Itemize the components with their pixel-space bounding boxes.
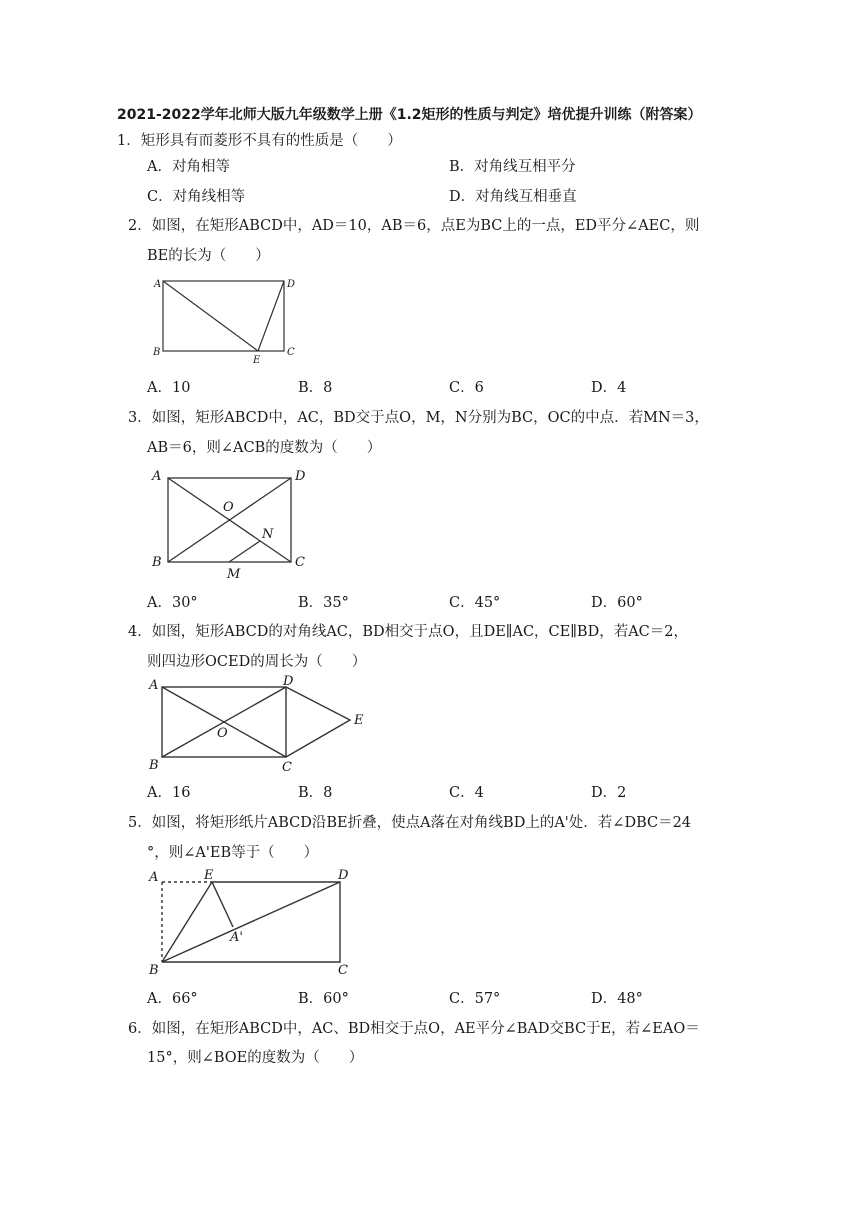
q2-segment-ed xyxy=(258,281,284,351)
q4-label-d: D xyxy=(283,674,294,689)
q5-label-d: D xyxy=(338,868,349,883)
question-3-stem-cont: AB＝6，则∠ACB的度数为（ ） xyxy=(147,440,382,456)
q2-label-c: C xyxy=(287,347,295,358)
q1-option-c: C．对角线相等 xyxy=(147,189,246,205)
q5-segment-ea xyxy=(212,882,233,927)
q4-label-c: C xyxy=(282,760,292,775)
q4-label-e: E xyxy=(354,713,364,728)
q5-label-c: C xyxy=(338,963,348,978)
q5-figure xyxy=(146,866,358,978)
q3-label-b: B xyxy=(152,555,162,570)
q5-option-d: D．48° xyxy=(591,991,643,1007)
q3-label-n: N xyxy=(262,527,274,542)
question-5-stem: 5．如图，将矩形纸片ABCD沿BE折叠，使点A落在对角线BD上的A'处．若∠DBC＝24 xyxy=(128,815,692,831)
q4-option-d: D．2 xyxy=(591,785,627,801)
q5-diagonal-bd xyxy=(162,882,340,962)
document-title: 2021-2022学年北师大版九年级数学上册《1.2矩形的性质与判定》培优提升训练（附答案） xyxy=(117,107,702,123)
q2-option-a: A．10 xyxy=(147,380,191,396)
question-5-stem-cont: °，则∠A'EB等于（ ） xyxy=(147,845,319,861)
q3-option-c: C．45° xyxy=(449,595,501,611)
question-2-stem: 2．如图，在矩形ABCD中，AD＝10，AB＝6，点E为BC上的一点，ED平分∠AEC，则 xyxy=(128,218,700,234)
q2-segment-ae xyxy=(163,281,258,351)
q3-label-c: C xyxy=(295,555,305,570)
q4-label-o: O xyxy=(217,726,228,741)
q5-option-b: B．60° xyxy=(298,991,349,1007)
q4-option-b: B．8 xyxy=(298,785,333,801)
q1-option-a: A．对角相等 xyxy=(147,159,230,175)
q4-option-a: A．16 xyxy=(147,785,191,801)
q3-label-a: A xyxy=(152,469,162,484)
question-4-stem: 4．如图，矩形ABCD的对角线AC，BD相交于点O，且DE∥AC，CE∥BD，若AC＝2， xyxy=(128,624,688,640)
q1-option-b: B．对角线互相平分 xyxy=(449,159,576,175)
q3-figure xyxy=(150,462,315,582)
q4-label-a: A xyxy=(149,678,159,693)
question-1-stem: 1．矩形具有而菱形不具有的性质是（ ） xyxy=(117,133,402,149)
q5-label-a: A xyxy=(149,870,159,885)
q5-label-a-prime: A' xyxy=(230,930,243,945)
q2-label-b: B xyxy=(153,347,161,358)
q3-label-m: M xyxy=(227,567,241,582)
q2-label-d: D xyxy=(287,279,296,290)
question-3-stem: 3．如图，矩形ABCD中，AC，BD交于点O，M，N分别为BC，OC的中点．若MN＝3， xyxy=(128,410,709,426)
q3-segment-mn xyxy=(229,541,260,562)
q5-option-a: A．66° xyxy=(147,991,198,1007)
q5-label-e: E xyxy=(204,868,214,883)
q1-option-d: D．对角线互相垂直 xyxy=(449,189,577,205)
question-4-stem-cont: 则四边形OCED的周长为（ ） xyxy=(147,654,367,670)
q3-label-o: O xyxy=(223,500,234,515)
question-6-stem: 6．如图，在矩形ABCD中，AC、BD相交于点O，AE平分∠BAD交BC于E，若∠EAO＝ xyxy=(128,1021,700,1037)
q2-option-b: B．8 xyxy=(298,380,333,396)
q5-label-b: B xyxy=(149,963,159,978)
q2-option-d: D．4 xyxy=(591,380,627,396)
q2-label-e: E xyxy=(253,355,261,366)
q2-rectangle xyxy=(163,281,284,351)
q4-option-c: C．4 xyxy=(449,785,484,801)
q3-option-d: D．60° xyxy=(591,595,643,611)
q4-segments-de-ec xyxy=(286,687,350,757)
question-6-stem-cont: 15°，则∠BOE的度数为（ ） xyxy=(147,1050,364,1066)
q5-option-c: C．57° xyxy=(449,991,501,1007)
q3-option-b: B．35° xyxy=(298,595,349,611)
q4-label-b: B xyxy=(149,758,159,773)
question-2-stem-cont: BE的长为（ ） xyxy=(147,248,270,264)
q2-figure xyxy=(150,275,310,367)
q2-option-c: C．6 xyxy=(449,380,484,396)
q3-label-d: D xyxy=(295,469,306,484)
q3-option-a: A．30° xyxy=(147,595,198,611)
q4-figure xyxy=(146,672,376,776)
q2-label-a: A xyxy=(154,279,162,290)
